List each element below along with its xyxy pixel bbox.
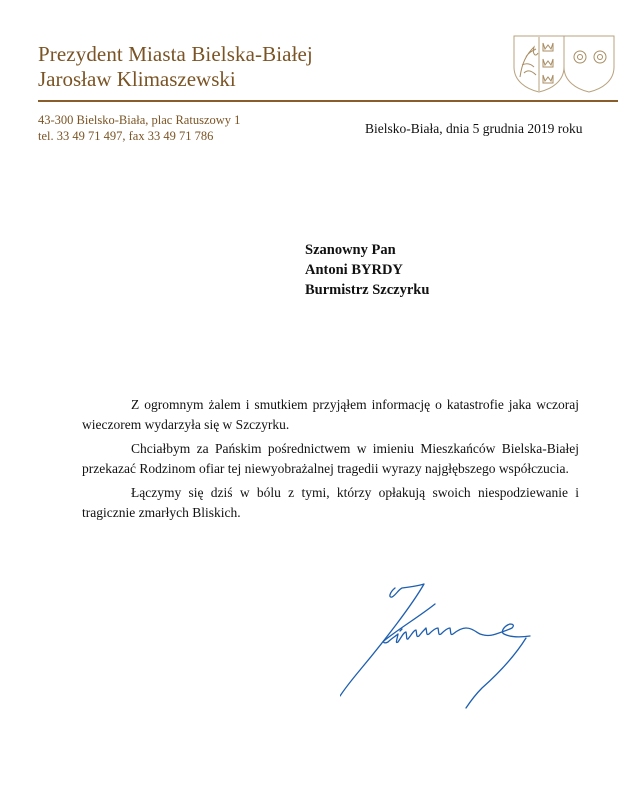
body-paragraph: Chciałbym za Pańskim pośrednictwem w imieniu Mieszkańców Bielska-Białej przekazać Rodzinom ofiar tej niewyobrażalnej tragedii wyrazy najgłębszego współczucia. — [82, 441, 579, 476]
recipient-salutation: Szanowny Pan — [305, 242, 396, 258]
coat-of-arms-icon — [512, 33, 616, 93]
letterhead-address: 43-300 Bielsko-Biała, plac Ratuszowy 1 — [38, 113, 241, 127]
letterhead-name: Jarosław Klimaszewski — [38, 67, 236, 91]
date-line: Bielsko-Biała, dnia 5 grudnia 2019 roku — [365, 121, 583, 136]
recipient-name: Antoni BYRDY — [305, 262, 403, 278]
letterhead-divider — [38, 100, 618, 102]
signature-image — [340, 570, 560, 720]
letterhead-title: Prezydent Miasta Bielska-Białej — [38, 42, 313, 66]
crowns-icon — [543, 43, 553, 83]
recipient-block — [305, 240, 429, 300]
body-paragraph: Łączymy się dziś w bólu z tymi, którzy opłakują swoich niespodziewanie i tragicznie zmarłych Bliskich. — [82, 485, 579, 520]
recipient-title: Burmistrz Szczyrku — [305, 282, 430, 298]
eagle-icon — [520, 47, 538, 77]
roses-icon — [574, 51, 606, 63]
body-paragraph: Z ogromnym żalem i smutkiem przyjąłem informację o katastrofie jaka wczoraj wieczorem wydarzyła się w Szczyrku. — [82, 397, 579, 432]
letterhead-phone: tel. 33 49 71 497, fax 33 49 71 786 — [38, 129, 214, 143]
crest-shield-right — [564, 36, 614, 92]
